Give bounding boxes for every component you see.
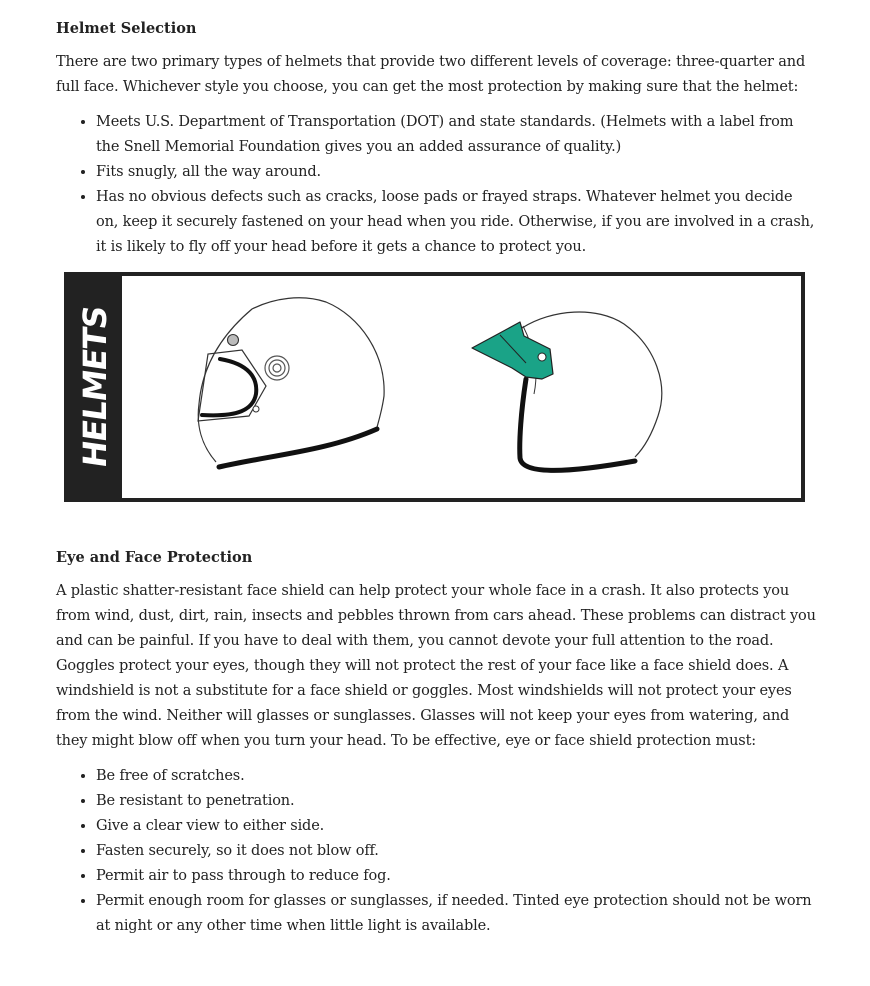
eye-face-heading: Eye and Face Protection bbox=[56, 549, 253, 566]
list-item: • Give a clear view to either side. bbox=[96, 814, 816, 839]
list-item: • Fasten securely, so it does not blow off. bbox=[96, 839, 816, 864]
helmet-selection-intro: There are two primary types of helmets that provide two different levels of coverage: three-quarter and full face. Whichever style you choose, you can get the most protection by making sure that the helmet: bbox=[56, 54, 806, 95]
full-face-helmet-icon bbox=[198, 298, 384, 467]
list-item: • Meets U.S. Department of Transportation (DOT) and state standards. (Helmets with a label from the Snell Memorial Foundation gives you an added assurance of quality.) bbox=[96, 110, 816, 160]
list-item: • Has no obvious defects such as cracks, loose pads or frayed straps. Whatever helmet you decide on, keep it securely fastened on your head when you ride. Otherwise, if you are involved in a crash, it is likely to fly off your head before it gets a chance to protect you. bbox=[96, 185, 816, 260]
helmets-figure bbox=[64, 272, 805, 502]
three-quarter-helmet-icon bbox=[472, 312, 662, 470]
list-item: • Permit air to pass through to reduce fog. bbox=[96, 864, 816, 889]
helmet-selection-section bbox=[56, 18, 816, 260]
list-item: • Be resistant to penetration. bbox=[96, 789, 816, 814]
helmet-selection-heading: Helmet Selection bbox=[56, 20, 197, 37]
helmets-band-label: HELMETS bbox=[76, 304, 114, 470]
list-item: • Fits snugly, all the way around. bbox=[96, 160, 816, 185]
helmets-label-band bbox=[68, 276, 122, 498]
eye-face-intro: A plastic shatter-resistant face shield can help protect your whole face in a crash. It also protects you from wind, dust, dirt, rain, insects and pebbles thrown from cars ahead. These problems can distract you and can be painful. If you have to deal with them, you cannot devote your full attention to the road. Goggles protect your eyes, though they will not protect the rest of your face like a face shield does. A windshield is not a substitute for a face shield or goggles. Most windshields will not protect your eyes from the wind. Neither will glasses or sunglasses. Glasses will not keep your eyes from watering, and they might blow off when you turn your head. To be effective, eye or face shield protection must: bbox=[56, 583, 816, 749]
helmet-criteria-list bbox=[56, 110, 816, 260]
list-item: • Be free of scratches. bbox=[96, 764, 816, 789]
list-item: • Permit enough room for glasses or sunglasses, if needed. Tinted eye protection should not be worn at night or any other time when little light is available. bbox=[96, 889, 816, 939]
helmet-illustrations bbox=[122, 276, 801, 498]
eye-protection-criteria-list bbox=[56, 764, 816, 939]
eye-face-protection-section bbox=[56, 547, 816, 939]
